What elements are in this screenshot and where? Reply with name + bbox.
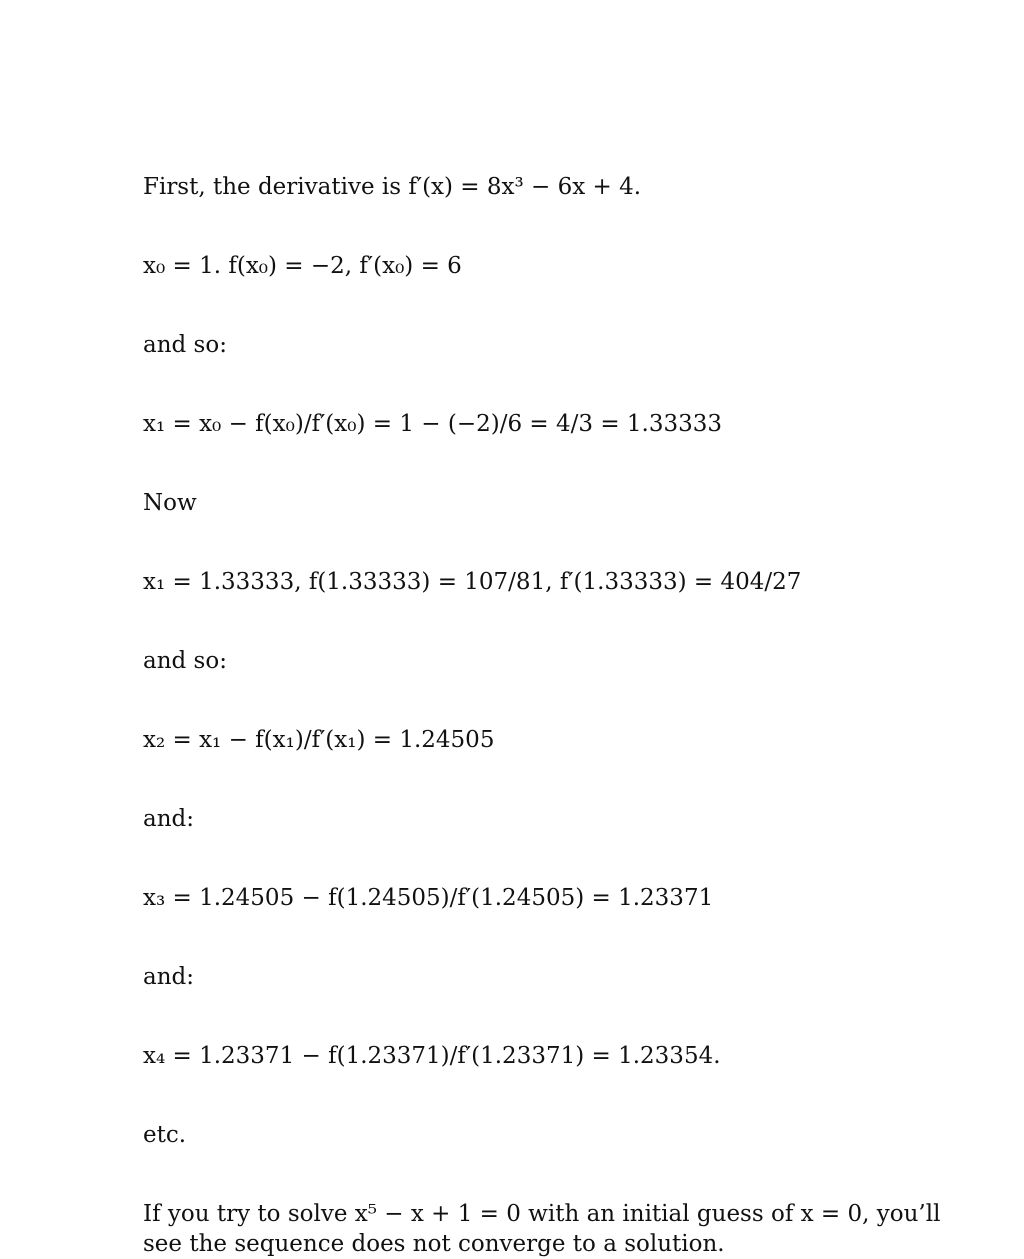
etc-text: etc. [143,1122,187,1148]
x1-equation: x₁ = x₀ − f(x₀)/f′(x₀) = 1 − (−2)/6 = 4/3 = 1.33333 [143,411,723,437]
connector-text: and: [143,806,194,832]
x2-equation: x₂ = x₁ − f(x₁)/f′(x₁) = 1.24505 [143,727,495,753]
connector-text: Now [143,490,197,516]
x3-equation: x₃ = 1.24505 − f(1.24505)/f′(1.24505) = 1.23371 [143,885,714,911]
document-body [143,172,943,1259]
closing-paragraph: If you try to solve x⁵ − x + 1 = 0 with an initial guess of x = 0, you’ll see the sequence does not converge to a solution. [143,1201,941,1257]
connector-text: and so: [143,648,227,674]
initial-values: x₀ = 1. f(x₀) = −2, f′(x₀) = 6 [143,253,462,279]
derivative-statement: First, the derivative is f′(x) = 8x³ − 6x + 4. [143,174,642,200]
connector-text: and so: [143,332,227,358]
x1-values: x₁ = 1.33333, f(1.33333) = 107/81, f′(1.33333) = 404/27 [143,569,802,595]
connector-text: and: [143,964,194,990]
x4-equation: x₄ = 1.23371 − f(1.23371)/f′(1.23371) = 1.23354. [143,1043,721,1069]
